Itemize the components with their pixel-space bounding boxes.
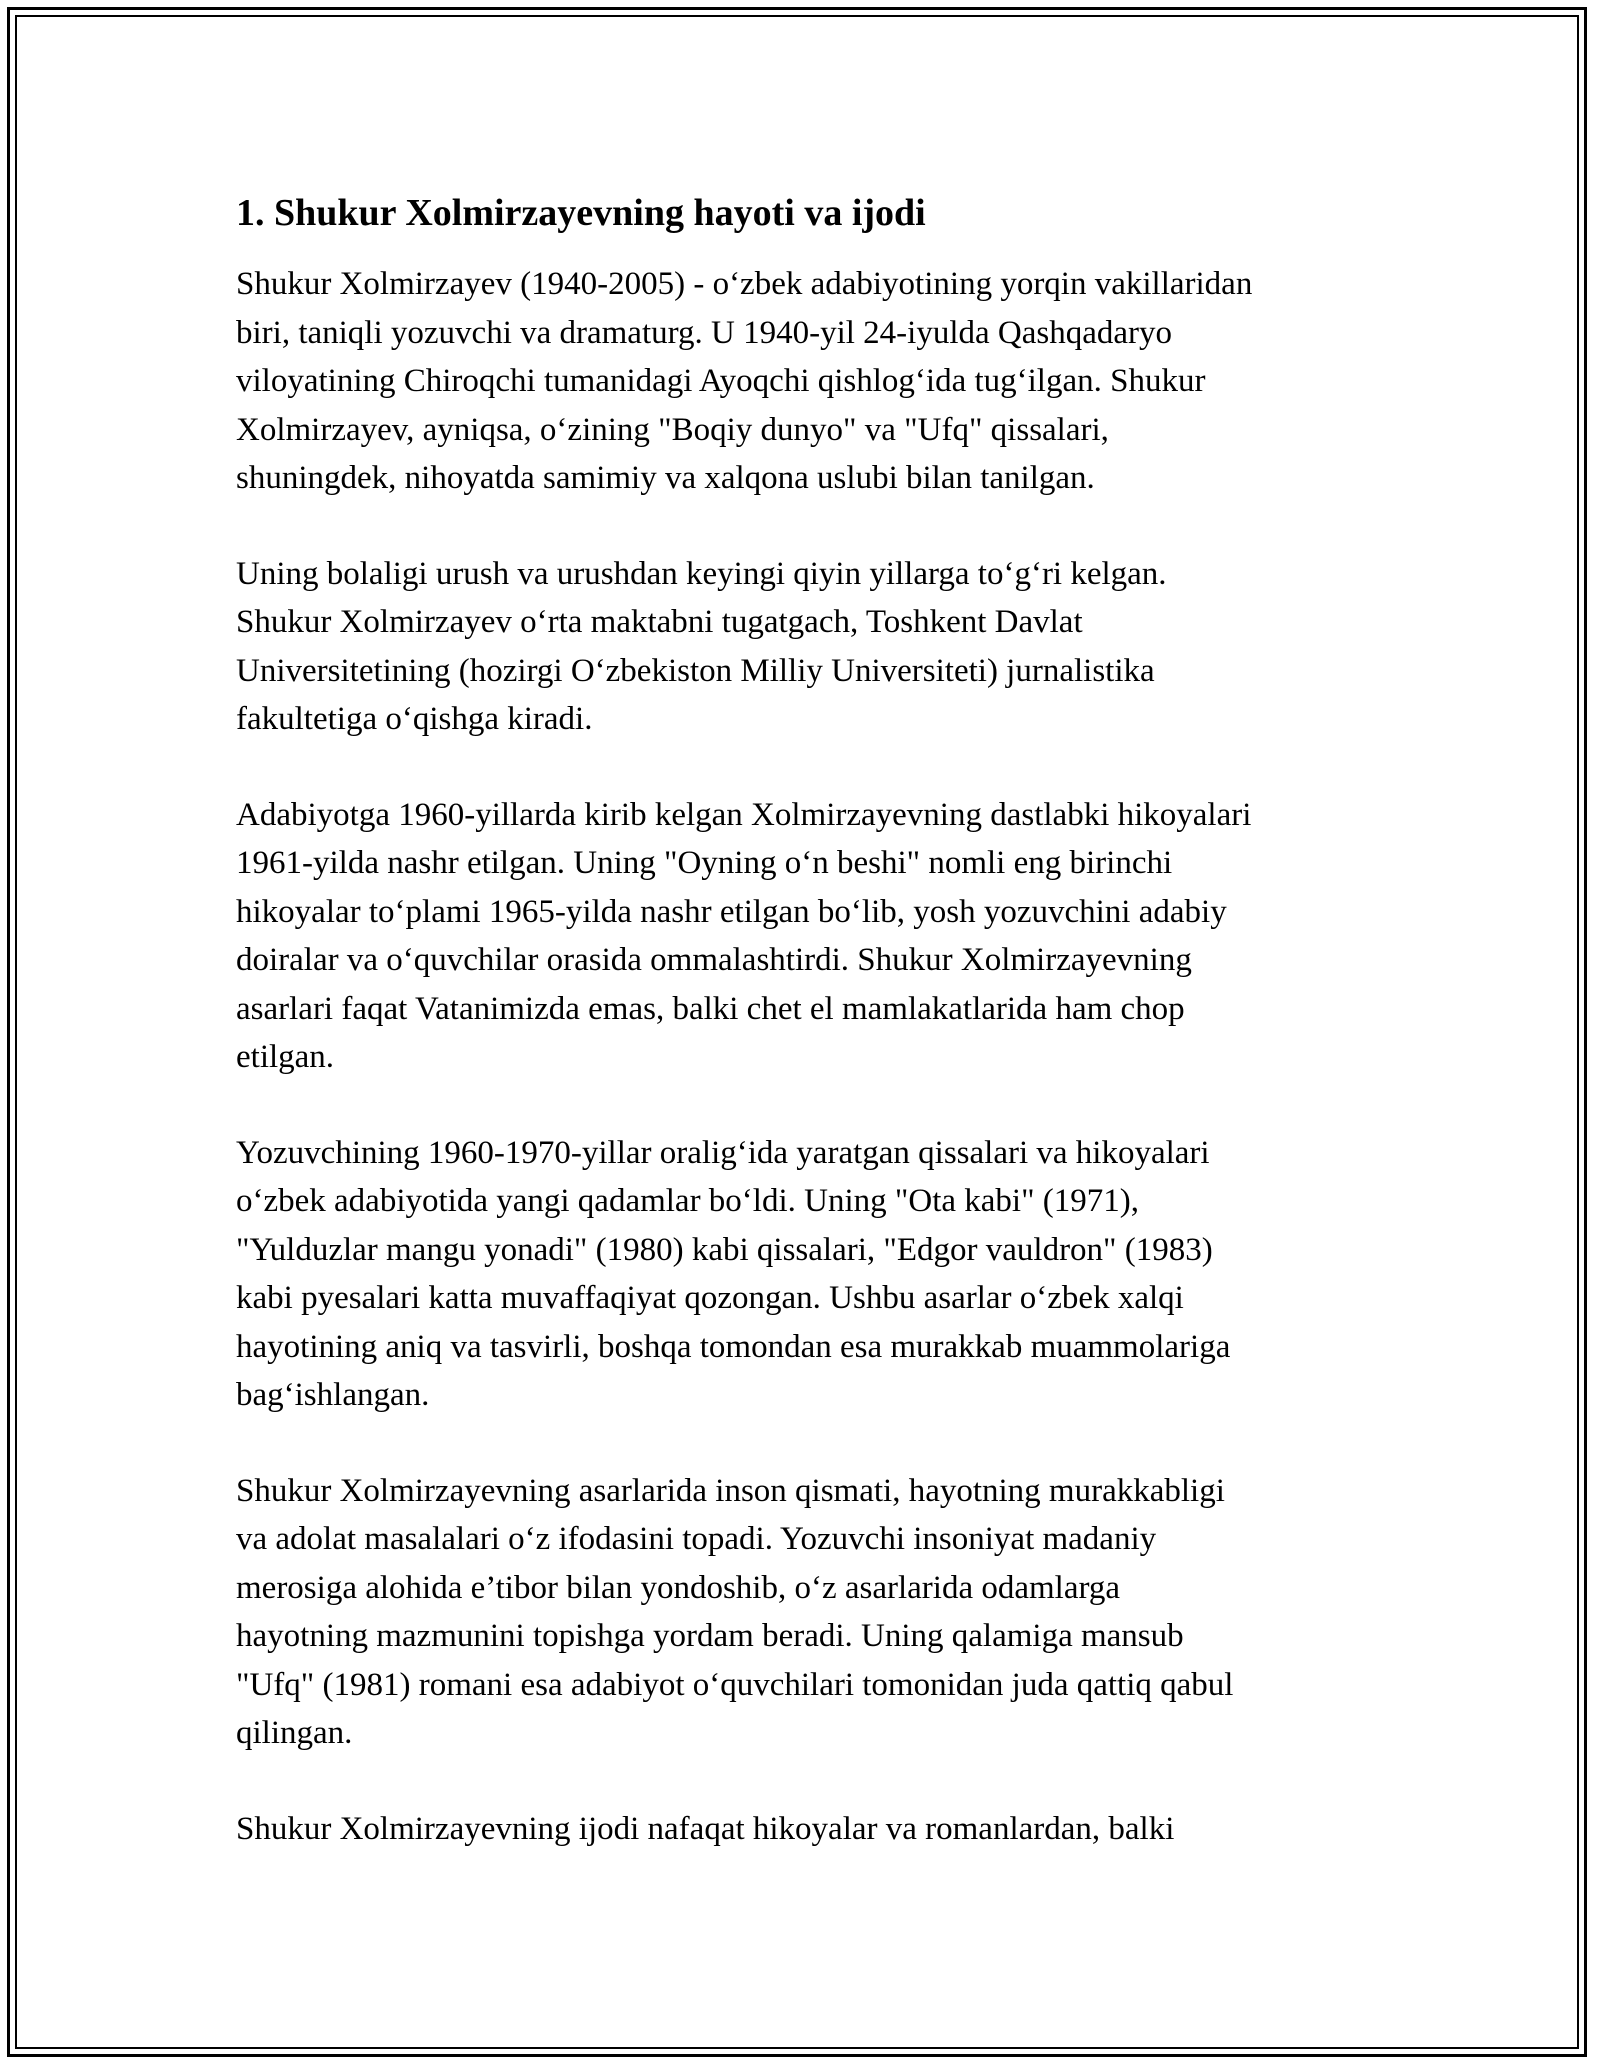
document-body <box>236 188 1386 1900</box>
paragraph-2: Uning bolaligi urush va urushdan keyingi qiyin yillarga to‘g‘ri kelgan. Shukur Xolmirzayev o‘rta maktabni tugatgach, Toshkent Davlat Universitetining (hozirgi O‘zbekiston Milliy Universiteti) jurnalistika fakultetiga o‘qishga kiradi. <box>236 555 1167 737</box>
paragraph-5: Shukur Xolmirzayevning asarlarida inson qismati, hayotning murakkabligi va adolat masalalari o‘z ifodasini topadi. Yozuvchi insoniyat madaniy merosiga alohida e’tibor bilan yondoshib, o‘z asarlarida odamlarga hayotning mazmunini topishga yordam beradi. Uning qalamiga mansub "Ufq" (1981) romani esa adabiyot o‘quvchilari tomonidan juda qattiq qabul qilingan. <box>236 1472 1234 1751</box>
section-title: 1. Shukur Xolmirzayevning hayoti va ijodi <box>236 192 926 234</box>
paragraph-1: Shukur Xolmirzayev (1940-2005) - o‘zbek adabiyotining yorqin vakillaridan biri, taniqli yozuvchi va dramaturg. U 1940-yil 24-iyulda Qashqadaryo viloyatining Chiroqchi tumanidagi Ayoqchi qishlog‘ida tug‘ilgan. Shukur Xolmirzayev, ayniqsa, o‘zining "Boqiy dunyo" va "Ufq" qissalari, shuningdek, nihoyatda samimiy va xalqona uslubi bilan tanilgan. <box>236 266 1253 496</box>
paragraph-4: Yozuvchining 1960-1970-yillar oralig‘ida yaratgan qissalari va hikoyalari o‘zbek adabiyotida yangi qadamlar bo‘ldi. Uning "Ota kabi" (1971), "Yulduzlar mangu yonadi" (1980) kabi qissalari, "Edgor vauldron" (1983) kabi pyesalari katta muvaffaqiyat qozongan. Ushbu asarlar o‘zbek xalqi hayotining aniq va tasvirli, boshqa tomondan esa murakkab muammolariga bag‘ishlangan. <box>236 1134 1231 1413</box>
paragraph-6: Shukur Xolmirzayevning ijodi nafaqat hikoyalar va romanlardan, balki <box>236 1810 1175 1847</box>
paragraph-3: Adabiyotga 1960-yillarda kirib kelgan Xolmirzayevning dastlabki hikoyalari 1961-yilda nashr etilgan. Uning "Oyning o‘n beshi" nomli eng birinchi hikoyalar to‘plami 1965-yilda nashr etilgan bo‘lib, yosh yozuvchini adabiy doiralar va o‘quvchilar orasida ommalashtirdi. Shukur Xolmirzayevning asarlari faqat Vatanimizda emas, balki chet el mamlakatlarida ham chop etilgan. <box>236 796 1252 1075</box>
